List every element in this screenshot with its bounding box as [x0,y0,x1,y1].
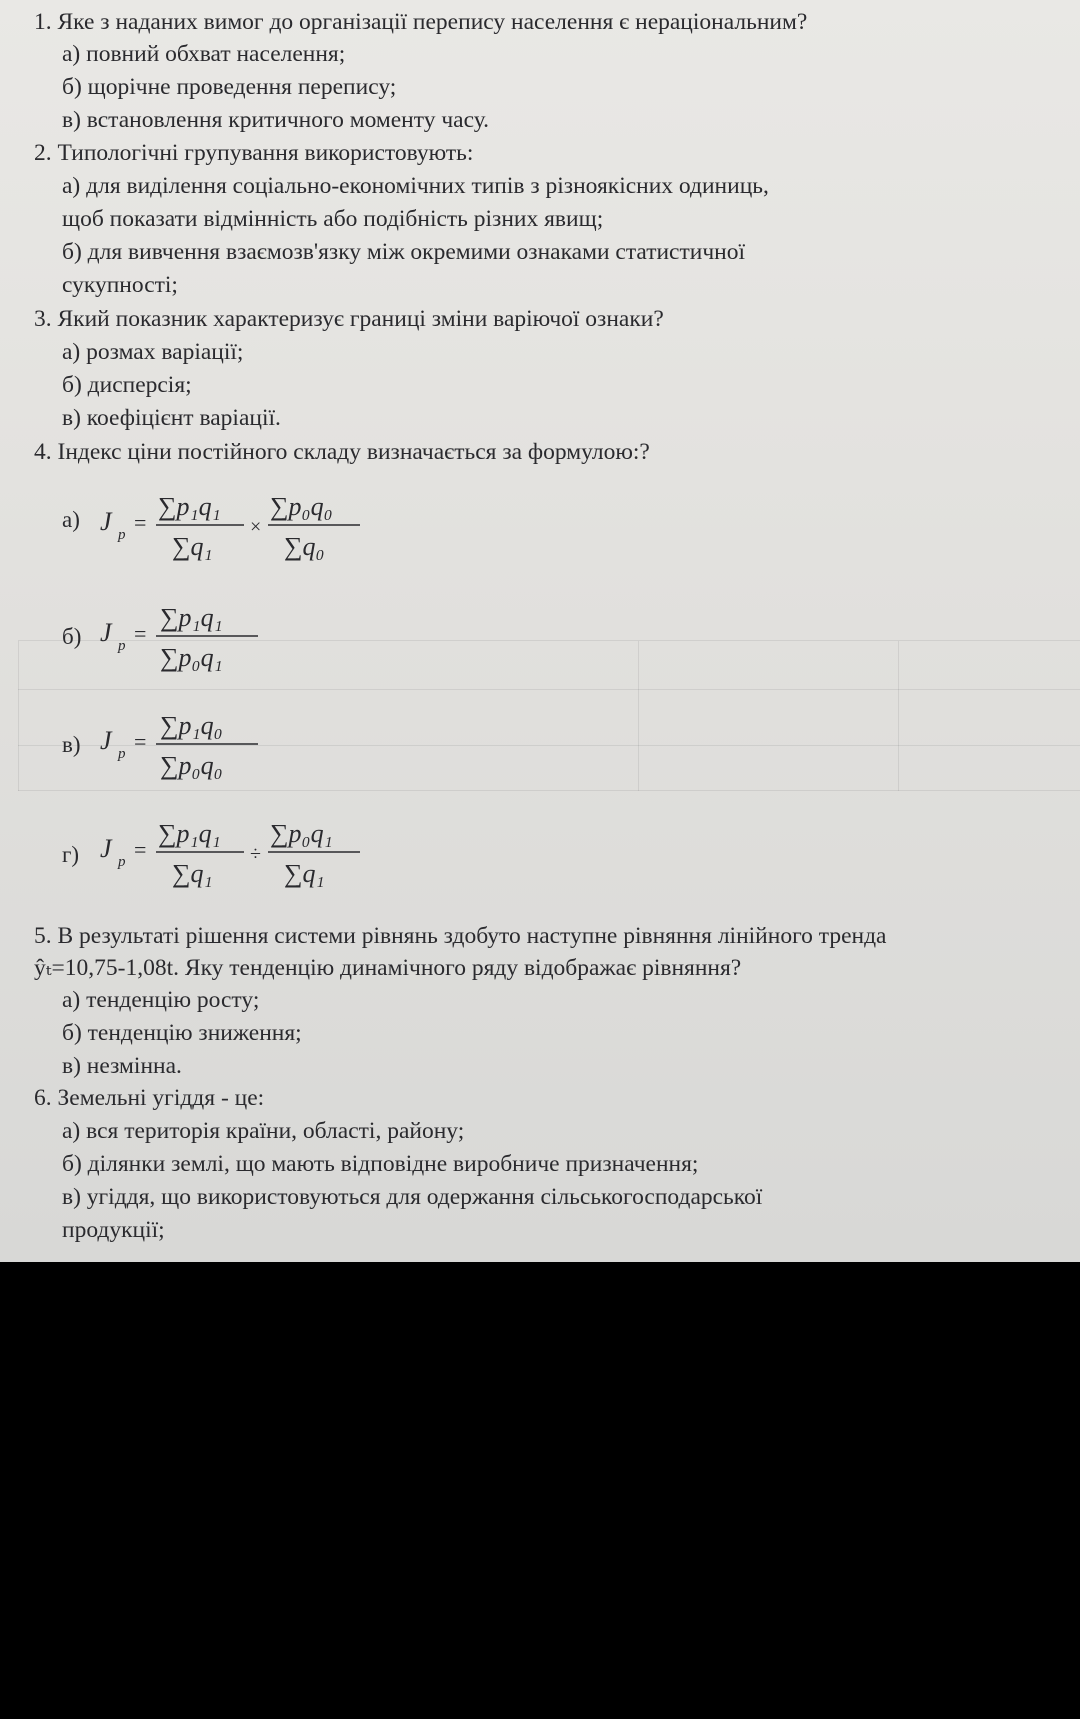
question-3-option-c: в) коефіцієнт варіації. [62,405,281,431]
formula-c-lhs: J [100,726,112,755]
question-6-line-1: а) вся територія країни, області, району; [62,1118,465,1144]
formula-b-den: ∑p₀q₁ [160,643,223,672]
question-6-line-2: б) ділянки землі, що мають відповідне виробниче призначення; [62,1151,699,1177]
question-1-option-c: в) встановлення критичного моменту часу. [62,107,489,133]
question-6-line-4: продукції; [62,1217,165,1243]
formula-c-label: в) [62,732,81,757]
question-2-line-3: б) для вивчення взаємозв'язку між окремими ознаками статистичної [62,239,746,265]
question-2-line-4: сукупності; [62,272,178,298]
formula-b-label: б) [62,624,82,649]
formula-a-den1: ∑q₁ [172,532,213,561]
formula-c [62,702,482,782]
svg-text:=: = [134,837,147,862]
formula-a-num2: ∑p₀q₀ [270,492,333,521]
formula-b-lhs-sub: p [118,638,126,654]
formula-a-num1: ∑p₁q₁ [158,492,221,521]
formula-d-num2: ∑p₀q₁ [270,819,333,848]
formula-a-lhs: J [100,507,112,536]
question-5-option-b: б) тенденцію зниження; [62,1020,302,1046]
question-2-line-2: щоб показати відмінність або подібність різних явищ; [62,206,604,232]
black-area [0,1262,1080,1719]
question-2-line-1: а) для виділення соціально-економічних типів з різноякісних одиниць, [62,173,769,199]
question-1-option-a: а) повний обхват населення; [62,41,346,67]
formula-b [62,594,482,674]
formula-c-lhs-sub: p [118,746,126,762]
formula-d-den2: ∑q₁ [284,859,325,888]
question-5-title: 5. В результаті рішення системи рівнянь здобуто наступне рівняння лінійного тренда [34,923,887,949]
question-4-title: 4. Індекс ціни постійного складу визначається за формулою:? [34,439,650,465]
formula-a-den2: ∑q₀ [284,532,325,561]
question-5-option-c: в) незмінна. [62,1053,182,1079]
formula-d-label: г) [62,842,80,867]
formula-d-lhs-sub: p [118,854,126,870]
question-3-option-b: б) дисперсія; [62,372,192,398]
question-2-title: 2. Типологічні групування використовують: [34,140,474,166]
formula-d-den1: ∑q₁ [172,859,213,888]
svg-text:=: = [134,621,147,646]
question-1-title: 1. Яке з наданих вимог до організації перепису населення є нераціональним? [34,9,808,35]
formula-c-den: ∑p₀q₀ [160,751,223,780]
question-5-equation: ŷₜ=10,75-1,08t. Яку тенденцію динамічного ряду відображає рівняння? [34,955,742,981]
formula-a-label: а) [62,507,80,532]
svg-text:=: = [134,510,147,535]
question-6-title: 6. Земельні угіддя - це: [34,1085,265,1111]
svg-text:=: = [134,729,147,754]
formula-d [62,810,482,890]
formula-d-operator: ÷ [250,843,261,865]
question-5-option-a: а) тенденцію росту; [62,987,260,1013]
formula-a [62,483,482,563]
question-3-option-a: а) розмах варіації; [62,339,244,365]
formula-d-num1: ∑p₁q₁ [158,819,221,848]
formula-b-num: ∑p₁q₁ [160,603,223,632]
question-6-line-3: в) угіддя, що використовуються для одержання сільськогосподарської [62,1184,763,1210]
formula-a-operator: × [250,516,262,538]
formula-a-lhs-sub: p [118,527,126,543]
formula-b-lhs: J [100,618,112,647]
formula-d-lhs: J [100,834,112,863]
question-3-title: 3. Який показник характеризує границі зміни варіючої ознаки? [34,306,664,332]
question-1-option-b: б) щорічне проведення перепису; [62,74,397,100]
formula-c-num: ∑p₁q₀ [160,711,223,740]
